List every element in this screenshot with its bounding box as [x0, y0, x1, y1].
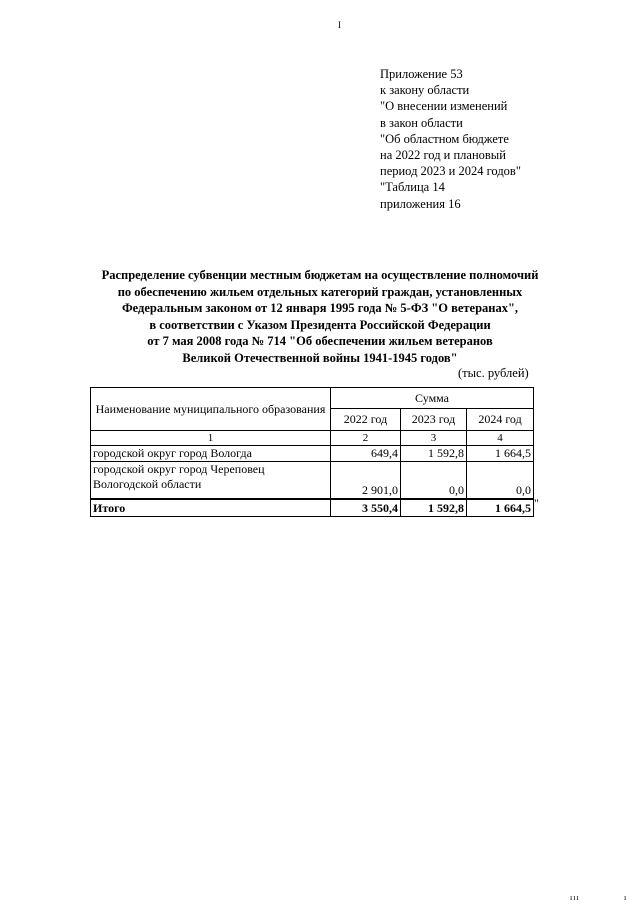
closing-quote: "	[534, 496, 539, 510]
table-row	[91, 462, 534, 500]
document-title	[70, 267, 570, 366]
value-2023: 1 592,8	[401, 446, 467, 462]
value-2022: 649,4	[331, 446, 401, 462]
column-index: 4	[467, 431, 534, 446]
footer-marks: ııı	[570, 893, 580, 902]
title-line: по обеспечению жильем отдельных категорий граждан, установленных	[117, 284, 523, 299]
value-2022: 2 901,0	[331, 462, 401, 500]
page-mark: I	[338, 20, 341, 30]
title-line: Великой Отечественной войны 1941-1945 годов"	[182, 350, 458, 365]
municipality-name: городской округ город Вологда	[91, 446, 331, 462]
total-2022: 3 550,4	[331, 499, 401, 517]
value-2024: 0,0	[467, 462, 534, 500]
total-2024: 1 664,5	[467, 499, 534, 517]
footer-mark: ı	[624, 893, 627, 902]
column-index: 3	[401, 431, 467, 446]
municipality-name: городской округ город Череповец Вологодской области	[91, 462, 331, 500]
total-label: Итого	[91, 499, 331, 517]
value-2023: 0,0	[401, 462, 467, 500]
units-label: (тыс. рублей)	[458, 366, 529, 380]
total-row	[91, 499, 534, 517]
header-sum: Сумма	[331, 388, 534, 409]
header-year-2023: 2023 год	[401, 409, 467, 431]
header-year-2024: 2024 год	[467, 409, 534, 431]
total-2023: 1 592,8	[401, 499, 467, 517]
column-index: 1	[91, 431, 331, 446]
header-municipality: Наименование муниципального образования	[91, 388, 331, 431]
title-line: Федеральным законом от 12 января 1995 года № 5-ФЗ "О ветеранах",	[121, 301, 519, 315]
table-row	[91, 446, 534, 462]
title-line: Распределение субвенции местным бюджетам на осуществление полномочий	[101, 268, 539, 282]
header-year-2022: 2022 год	[331, 409, 401, 431]
column-index: 2	[331, 431, 401, 446]
annex-reference: Приложение 53 к закону области "О внесении изменений в закон области "Об областном бюджете на 2022 год и плановый период 2023 и 2024 годов" "Таблица 14 приложения 16	[380, 67, 521, 211]
subvention-table	[90, 387, 534, 517]
title-line: в соответствии с Указом Президента Российской Федерации	[149, 317, 491, 332]
title-line: от 7 мая 2008 года № 714 "Об обеспечении жильем ветеранов	[147, 334, 493, 348]
value-2024: 1 664,5	[467, 446, 534, 462]
